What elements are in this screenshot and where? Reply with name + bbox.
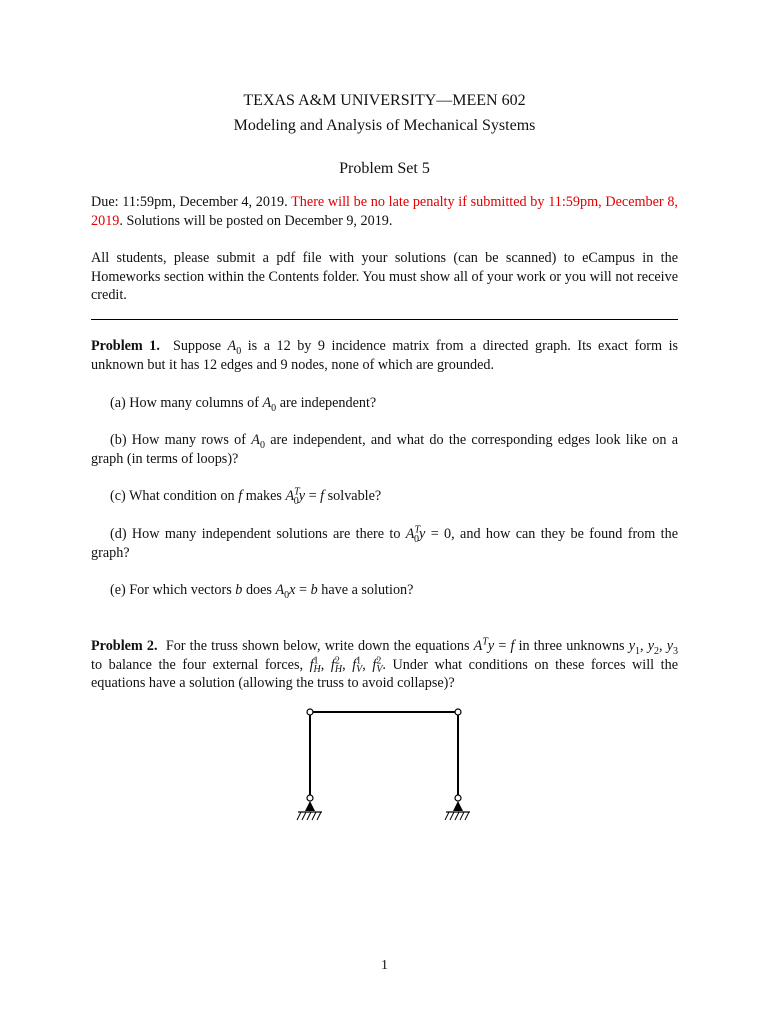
problem-1d: (d) How many independent solutions are there to $A^T_0y = 0$, and how can they be found from the graph? xyxy=(91,524,678,561)
problem-2-text: Problem 2. For the truss shown below, write down the equations $A^Ty = f$ in three unknowns $y_1$, $y_2$, $y_3$ to balance the four external forces, $f^1_H$, $f^2_H$, $f^1_V$, $f^2_V$. Under what conditions on these forces will the equations have a solution (allowing the truss to avoid collapse)? xyxy=(91,636,679,692)
due-date: Due: 11:59pm, December 4, 2019. xyxy=(91,194,288,210)
problem-1-intro: Problem 1. Suppose $A_0$ is a 12 by 9 incidence matrix from a directed graph. Its exact form is unknown but it has 12 edges and 9 nodes, none of which are grounded. xyxy=(91,338,679,373)
joint-bottom-right xyxy=(455,795,461,801)
left-pin-support-icon xyxy=(297,801,322,820)
joint-bottom-left xyxy=(307,795,313,801)
problem-1c: (c) What condition on f makes $A^T_0y = f$ solvable? xyxy=(110,486,382,507)
problem-1b: (b) How many rows of $A_0$ are independent, and what do the corresponding edges look like on a graph (in terms of loops)? xyxy=(91,432,679,467)
problem-set-title: Problem Set 5 xyxy=(339,160,430,177)
problem-1-label: Problem 1. xyxy=(91,338,160,354)
truss-diagram xyxy=(285,700,485,830)
page-number: 1 xyxy=(381,958,388,973)
late-penalty-notice: There will be no late penalty if submitted by 11:59pm, December 8, 2019 xyxy=(91,194,678,229)
course-subtitle: Modeling and Analysis of Mechanical Systems xyxy=(233,117,536,134)
solutions-notice: . Solutions will be posted on December 9, 2019. xyxy=(119,212,393,229)
instructions-paragraph: All students, please submit a pdf file with your solutions (can be scanned) to eCampus in the Homeworks section within the Contents folder. You must show all of your work or you will not receive credit. xyxy=(91,250,678,304)
problem-2-label: Problem 2. xyxy=(91,638,158,654)
problem-1e: (e) For which vectors b does $A_0x = b$ have a solution? xyxy=(110,582,414,601)
problem-1a: (a) How many columns of $A_0$ are independent? xyxy=(110,395,377,414)
right-pin-support-icon xyxy=(445,801,470,820)
section-divider xyxy=(91,319,678,320)
joint-top-right xyxy=(455,709,461,715)
joint-top-left xyxy=(307,709,313,715)
due-paragraph xyxy=(91,193,678,230)
course-title: TEXAS A&M UNIVERSITY—MEEN 602 xyxy=(243,92,526,109)
